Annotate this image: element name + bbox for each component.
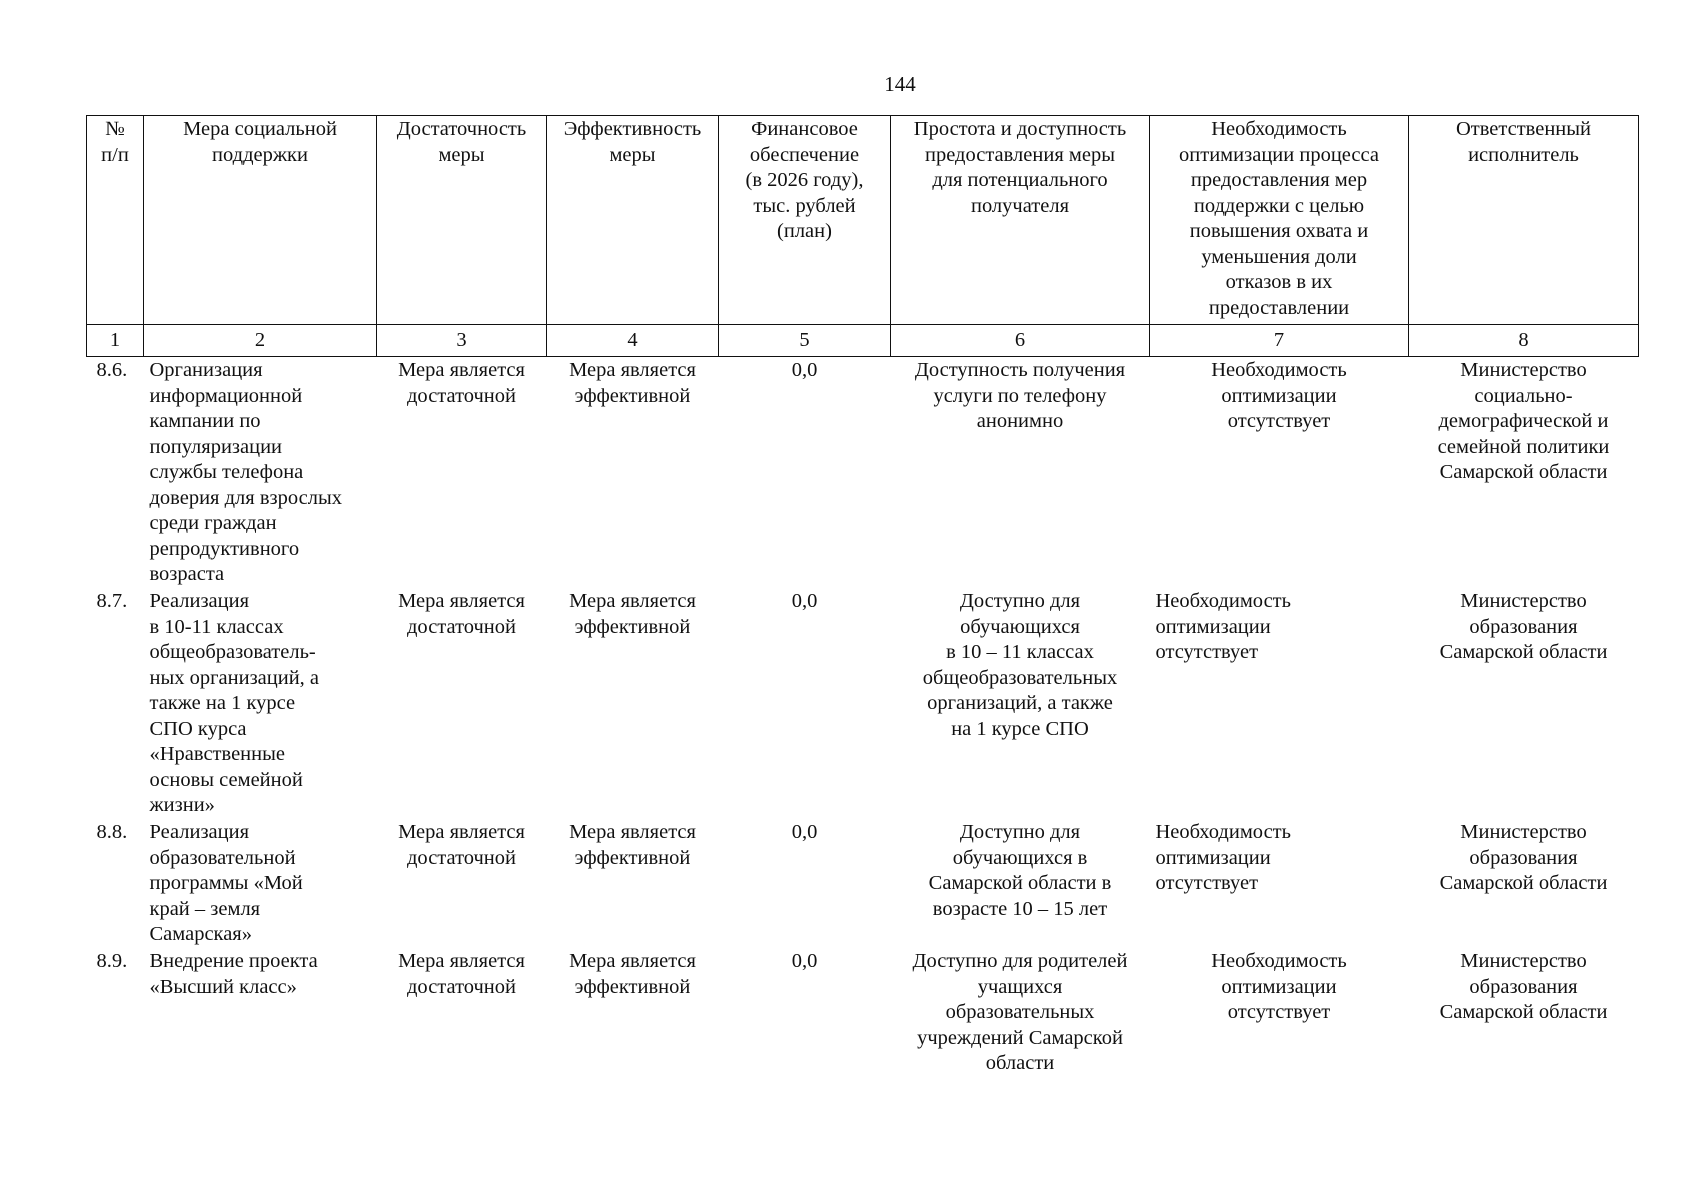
table-row	[87, 588, 1639, 819]
header-accessibility: Простота и доступность предоставления меры для потенциального получателя	[891, 116, 1150, 325]
executor-cell: Министерство образования Самарской области	[1439, 590, 1608, 663]
measure-cell: Реализация в 10-11 классах общеобразователь- ных организаций, а также на 1 курсе СПО курса «Нравственные основы семейной жизни»	[149, 590, 320, 816]
header-efficiency: Эффективность меры	[547, 116, 719, 325]
column-number: 7	[1150, 325, 1409, 357]
header-funding: Финансовое обеспечение (в 2026 году), тыс. рублей (план)	[719, 116, 891, 325]
measure-cell: Организация информационной кампании по популяризации службы телефона доверия для взрослых среди граждан репродуктивного возраста	[149, 359, 342, 585]
table-header-row	[87, 116, 1639, 325]
measures-table	[86, 115, 1639, 1077]
row-number: 8.9.	[96, 950, 128, 972]
optimization-cell: Необходимость оптимизации отсутствует	[1155, 590, 1291, 663]
efficiency-cell: Мера является эффективной	[569, 821, 696, 869]
accessibility-cell: Доступно для родителей учащихся образовательных учреждений Самарской области	[912, 950, 1128, 1074]
sufficiency-cell: Мера является достаточной	[398, 590, 525, 638]
header-sufficiency: Достаточность меры	[377, 116, 547, 325]
executor-cell: Министерство социально- демографической и семейной политики Самарской области	[1437, 359, 1610, 483]
funding-cell: 0,0	[791, 821, 818, 843]
sufficiency-cell: Мера является достаточной	[398, 950, 525, 998]
column-number: 2	[144, 325, 377, 357]
measure-cell: Реализация образовательной программы «Мой край – земля Самарская»	[149, 821, 303, 945]
measure-cell: Внедрение проекта «Высший класс»	[149, 950, 318, 998]
accessibility-cell: Доступность получения услуги по телефону анонимно	[914, 359, 1126, 432]
column-number: 8	[1409, 325, 1639, 357]
optimization-cell: Необходимость оптимизации отсутствует	[1211, 359, 1347, 432]
column-number: 3	[377, 325, 547, 357]
row-number: 8.6.	[96, 359, 128, 381]
page-number: 144	[884, 72, 916, 96]
column-number: 4	[547, 325, 719, 357]
accessibility-cell: Доступно для обучающихся в Самарской области в возрасте 10 – 15 лет	[928, 821, 1112, 920]
column-number-row	[87, 325, 1639, 357]
table-row	[87, 819, 1639, 948]
sufficiency-cell: Мера является достаточной	[398, 821, 525, 869]
column-number: 1	[87, 325, 144, 357]
header-measure: Мера социальной поддержки	[144, 116, 377, 325]
executor-cell: Министерство образования Самарской области	[1439, 821, 1608, 894]
efficiency-cell: Мера является эффективной	[569, 359, 696, 407]
row-number: 8.7.	[96, 590, 128, 612]
funding-cell: 0,0	[791, 359, 818, 381]
funding-cell: 0,0	[791, 590, 818, 612]
sufficiency-cell: Мера является достаточной	[398, 359, 525, 407]
column-number: 5	[719, 325, 891, 357]
efficiency-cell: Мера является эффективной	[569, 590, 696, 638]
header-number: № п/п	[87, 116, 144, 325]
funding-cell: 0,0	[791, 950, 818, 972]
header-executor: Ответственный исполнитель	[1409, 116, 1639, 325]
header-optimization: Необходимость оптимизации процесса предоставления мер поддержки с целью повышения охвата и уменьшения доли отказов в их предоставлении	[1150, 116, 1409, 325]
optimization-cell: Необходимость оптимизации отсутствует	[1211, 950, 1347, 1023]
accessibility-cell: Доступно для обучающихся в 10 – 11 классах общеобразовательных организаций, а также на 1 курсе СПО	[922, 590, 1118, 740]
column-number: 6	[891, 325, 1150, 357]
table-row	[87, 357, 1639, 589]
table-row	[87, 948, 1639, 1077]
executor-cell: Министерство образования Самарской области	[1439, 950, 1608, 1023]
optimization-cell: Необходимость оптимизации отсутствует	[1155, 821, 1291, 894]
row-number: 8.8.	[96, 821, 128, 843]
efficiency-cell: Мера является эффективной	[569, 950, 696, 998]
